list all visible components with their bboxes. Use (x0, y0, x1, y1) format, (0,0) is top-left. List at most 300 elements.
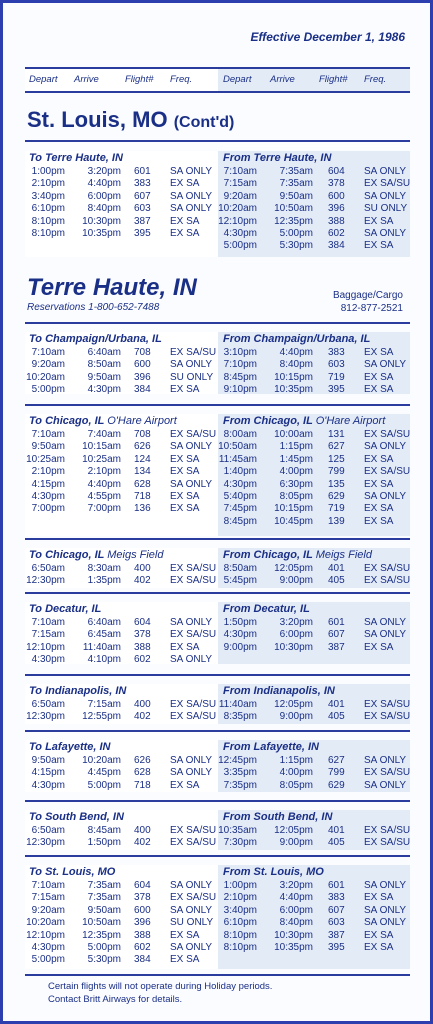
to-column (29, 740, 217, 792)
airport-name: O'Hare Airport (107, 415, 177, 427)
arrive-time: 6:00pm (279, 904, 313, 916)
depart-time: 9:20am (31, 359, 65, 371)
flight-number: 405 (328, 575, 345, 587)
reservations-line: Reservations 1-800-652-7488 (27, 302, 160, 313)
route-city: From Chicago, IL (223, 549, 313, 561)
flight-row (223, 711, 409, 723)
airport-name: Meigs Field (315, 549, 372, 561)
section-from-title (223, 548, 409, 563)
flight-number: 602 (134, 654, 151, 666)
arrive-time: 11:40am (82, 641, 121, 653)
arrive-time: 4:40pm (279, 892, 313, 904)
depart-time: 9:20am (223, 190, 257, 202)
frequency: SA ONLY (170, 880, 213, 891)
depart-time: 11:40am (218, 699, 257, 710)
frequency: EX SA/SU (170, 575, 217, 587)
frequency: EX SA (170, 466, 200, 478)
route-city: To Indianapolis, IN (29, 685, 127, 697)
flight-number: 629 (328, 779, 345, 791)
frequency: EX SA/SU (170, 837, 217, 849)
flight-number: 134 (134, 466, 151, 478)
footnote-line-2: Contact Britt Airways for details. (48, 994, 183, 1005)
flight-number: 629 (328, 490, 345, 502)
frequency: EX SA (364, 941, 394, 953)
flight-number: 601 (328, 617, 345, 628)
flight-number: 603 (328, 917, 345, 929)
frequency: EX SA/SU (170, 429, 217, 440)
depart-time: 10:20am (26, 371, 65, 383)
section-from-title (223, 414, 409, 429)
frequency: EX SA/SU (364, 466, 411, 478)
depart-time: 1:00pm (223, 880, 257, 891)
depart-time: 12:30pm (26, 711, 65, 723)
flight-number: 384 (134, 384, 151, 396)
arrive-time: 5:30pm (87, 954, 121, 966)
frequency: EX SA (364, 929, 394, 941)
flight-row (223, 491, 409, 503)
flight-row (26, 453, 217, 466)
flight-row (29, 441, 217, 453)
flight-row (223, 240, 409, 252)
flight-number: 708 (134, 429, 151, 440)
arrive-time: 12:05pm (274, 699, 313, 710)
route-section (25, 332, 410, 394)
frequency: SA ONLY (170, 654, 213, 666)
col-freq-header-right: Freq. (364, 74, 387, 85)
flight-number: 600 (134, 904, 151, 916)
frequency: EX SA (170, 178, 200, 190)
flight-row (223, 347, 409, 359)
flight-row (26, 575, 217, 587)
section-to-title (29, 548, 217, 563)
arrive-time: 10:35pm (274, 384, 313, 396)
arrive-time: 4:40pm (279, 347, 313, 358)
frequency: SA ONLY (170, 767, 213, 779)
flight-row (223, 359, 409, 371)
route-city: From St. Louis, MO (223, 866, 324, 878)
arrive-time: 6:45am (87, 629, 121, 641)
arrive-time: 5:00pm (87, 941, 121, 953)
flight-row (223, 930, 409, 942)
flight-row (29, 699, 217, 711)
flight-rows (29, 755, 217, 792)
depart-time: 8:10pm (31, 227, 65, 239)
flight-number: 401 (328, 699, 345, 710)
frequency: SA ONLY (170, 904, 213, 916)
route-section (25, 602, 410, 664)
arrive-time: 7:35am (87, 880, 121, 891)
flight-row (218, 203, 409, 215)
frequency: EX SA/SU (170, 699, 217, 710)
flight-row (29, 429, 217, 441)
continued-label: (Cont'd) (173, 114, 235, 131)
frequency: SA ONLY (364, 166, 407, 177)
flight-number: 400 (134, 563, 151, 574)
arrive-time: 7:35am (279, 166, 313, 177)
flight-row (223, 466, 409, 478)
flight-number: 135 (328, 478, 345, 490)
flight-row (29, 479, 217, 491)
arrive-time: 9:50am (87, 371, 121, 383)
flight-number: 607 (328, 904, 345, 916)
arrive-time: 12:35pm (274, 215, 313, 227)
depart-time: 10:25am (26, 453, 65, 465)
flight-row (223, 516, 409, 528)
flight-number: 604 (134, 880, 151, 891)
flight-number: 718 (134, 490, 151, 502)
flight-row (223, 905, 409, 917)
flight-number: 402 (134, 575, 151, 587)
arrive-time: 8:05pm (279, 490, 313, 502)
frequency: EX SA/SU (364, 711, 411, 723)
flight-number: 602 (328, 227, 345, 239)
st-louis-heading (27, 107, 234, 133)
arrive-time: 4:40pm (87, 478, 121, 490)
divider (25, 538, 410, 540)
depart-time: 8:10pm (31, 215, 65, 227)
col-depart-header: Depart (29, 74, 58, 85)
arrive-time: 10:15pm (274, 503, 313, 515)
flight-number: 626 (134, 755, 151, 766)
flight-row (223, 629, 409, 641)
flight-row (223, 917, 409, 929)
frequency: EX SA/SU (364, 429, 411, 440)
arrive-time: 8:50am (87, 359, 121, 371)
depart-time: 6:10pm (31, 203, 65, 215)
depart-time: 4:15pm (31, 767, 65, 779)
flight-row (29, 954, 217, 966)
flight-row (26, 711, 217, 723)
flight-number: 139 (328, 515, 345, 527)
arrive-time: 10:30pm (274, 641, 313, 653)
to-column (26, 684, 217, 724)
flight-row (29, 216, 217, 228)
flight-number: 402 (134, 837, 151, 849)
divider (25, 730, 410, 732)
flight-number: 388 (328, 215, 345, 227)
frequency: EX SA (170, 215, 200, 227)
depart-time: 2:10pm (31, 466, 65, 478)
arrive-time: 6:40am (87, 347, 121, 358)
flight-row (223, 429, 409, 441)
depart-time: 10:35am (218, 825, 257, 836)
arrive-time: 4:30pm (87, 384, 121, 396)
frequency: SA ONLY (364, 359, 407, 371)
arrive-time: 2:10pm (87, 466, 121, 478)
depart-time: 12:45pm (218, 755, 257, 766)
flight-rows (26, 880, 217, 967)
flight-number: 601 (134, 166, 151, 177)
terre-haute-heading: Terre Haute, IN (27, 274, 197, 301)
depart-time: 7:15am (223, 178, 257, 190)
from-column (218, 414, 411, 528)
flight-row (29, 491, 217, 503)
from-column (218, 810, 411, 850)
flight-rows (26, 429, 217, 516)
frequency: EX SA (364, 240, 394, 252)
arrive-time: 10:35pm (82, 227, 121, 239)
flight-number: 124 (134, 453, 151, 465)
depart-time: 8:10pm (223, 929, 257, 941)
frequency: SA ONLY (364, 441, 407, 453)
footnote-line-1: Certain flights will not operate during Holiday periods. (48, 981, 273, 992)
col-arrive-header-right: Arrive (270, 74, 295, 85)
flight-row (26, 917, 217, 929)
depart-time: 7:10pm (223, 359, 257, 371)
to-column (29, 151, 217, 240)
baggage-label: Baggage/Cargo (332, 290, 403, 301)
arrive-time: 3:20pm (87, 166, 121, 177)
frequency: EX SA (170, 929, 200, 941)
arrive-time: 7:00pm (87, 503, 121, 515)
depart-time: 3:40pm (223, 904, 257, 916)
frequency: EX SA (364, 892, 394, 904)
flight-number: 718 (134, 779, 151, 791)
baggage-cargo-info (333, 289, 403, 315)
frequency: EX SA/SU (170, 629, 217, 641)
flight-number: 136 (134, 503, 151, 515)
frequency: SA ONLY (364, 880, 407, 891)
arrive-time: 1:15pm (279, 755, 313, 766)
arrive-time: 7:40am (87, 429, 121, 440)
depart-time: 4:30pm (223, 478, 257, 490)
flight-number: 396 (134, 917, 151, 929)
flight-number: 628 (134, 767, 151, 779)
flight-row (223, 178, 409, 190)
depart-time: 12:10pm (218, 215, 257, 227)
frequency: SA ONLY (170, 441, 213, 453)
flight-number: 604 (328, 166, 345, 177)
flight-row (223, 575, 409, 587)
flight-row (218, 755, 409, 767)
flight-row (29, 228, 217, 240)
flight-rows (218, 755, 411, 792)
flight-rows (218, 699, 411, 724)
st-louis-terre-haute-section (25, 151, 410, 257)
section-to-title (29, 810, 217, 825)
flight-number: 395 (328, 941, 345, 953)
depart-time: 7:10am (31, 617, 65, 628)
depart-time: 12:30pm (26, 575, 65, 587)
arrive-time: 9:00pm (279, 575, 313, 587)
frequency: EX SA (364, 384, 394, 396)
arrive-time: 9:00pm (279, 837, 313, 849)
frequency: EX SA/SU (170, 825, 217, 836)
frequency: EX SA/SU (170, 347, 217, 358)
flight-row (29, 359, 217, 371)
arrive-time: 1:45pm (279, 453, 313, 465)
flight-number: 603 (328, 359, 345, 371)
route-city: From Lafayette, IN (223, 741, 319, 753)
depart-time: 5:00pm (223, 240, 257, 252)
section-from-title (223, 810, 409, 825)
depart-time: 6:50am (31, 563, 65, 574)
arrive-time: 10:35pm (274, 941, 313, 953)
depart-time: 8:00am (223, 429, 257, 440)
frequency: EX SA (364, 503, 394, 515)
arrive-time: 12:35pm (82, 929, 121, 941)
frequency: EX SA/SU (170, 711, 217, 723)
col-depart-header-right: Depart (223, 74, 252, 85)
depart-time: 4:15pm (31, 478, 65, 490)
frequency: EX SA (170, 227, 200, 239)
depart-time: 3:35pm (223, 767, 257, 779)
frequency: EX SA (364, 515, 394, 527)
depart-time: 6:50am (31, 825, 65, 836)
frequency: EX SA (364, 347, 394, 358)
from-column (223, 548, 409, 588)
flight-number: 400 (134, 699, 151, 710)
frequency: EX SA/SU (170, 563, 217, 574)
flight-row (223, 563, 409, 575)
flight-number: 604 (134, 617, 151, 628)
section-from-title (223, 865, 409, 880)
flight-row (218, 453, 409, 466)
arrive-time: 4:10pm (87, 654, 121, 666)
frequency: SA ONLY (170, 190, 213, 202)
frequency: SA ONLY (364, 755, 407, 766)
arrive-time: 9:50am (87, 904, 121, 916)
depart-time: 7:15am (31, 892, 65, 904)
depart-time: 9:50am (31, 755, 65, 766)
depart-time: 7:00pm (31, 503, 65, 515)
route-city: To St. Louis, MO (29, 866, 116, 878)
frequency: SA ONLY (364, 779, 407, 791)
depart-time: 5:45pm (223, 575, 257, 587)
route-city: From Champaign/Urbana, IL (223, 333, 371, 345)
route-section (25, 865, 410, 969)
col-arrive-header: Arrive (74, 74, 99, 85)
flight-row (29, 629, 217, 641)
frequency: SA ONLY (170, 941, 213, 953)
flight-number: 719 (328, 503, 345, 515)
arrive-time: 10:50am (274, 203, 313, 215)
flight-number: 388 (134, 641, 151, 653)
flight-number: 405 (328, 711, 345, 723)
flight-row (26, 929, 217, 942)
flight-number: 378 (328, 178, 345, 190)
flight-row (29, 617, 217, 629)
arrive-time: 8:45am (87, 825, 121, 836)
flight-number: 628 (134, 478, 151, 490)
arrive-time: 10:25am (82, 453, 121, 465)
frequency: SU ONLY (364, 203, 408, 215)
depart-time: 10:50am (218, 441, 257, 453)
flight-number: 384 (134, 954, 151, 966)
frequency: SA ONLY (170, 755, 213, 766)
arrive-time: 10:45pm (274, 515, 313, 527)
depart-time: 9:50am (31, 441, 65, 453)
flight-row (218, 441, 409, 453)
arrive-time: 8:40pm (279, 359, 313, 371)
depart-time: 7:10am (31, 880, 65, 891)
depart-time: 7:15am (31, 629, 65, 641)
flight-rows (26, 617, 217, 667)
frequency: SA ONLY (170, 203, 213, 215)
depart-time: 1:00pm (31, 166, 65, 177)
arrive-time: 8:40pm (279, 917, 313, 929)
flight-number: 708 (134, 347, 151, 358)
arrive-time: 6:00pm (279, 629, 313, 641)
route-section (25, 810, 410, 850)
flight-row (223, 642, 409, 654)
flight-row (223, 780, 409, 792)
arrive-time: 9:50am (279, 190, 313, 202)
depart-time: 3:40pm (31, 190, 65, 202)
flight-row (223, 880, 409, 892)
flight-row (223, 372, 409, 384)
section-to-title (29, 740, 217, 755)
depart-time: 1:50pm (223, 617, 257, 628)
depart-time: 4:30pm (223, 227, 257, 239)
flight-number: 607 (328, 629, 345, 641)
flight-row (29, 780, 217, 792)
frequency: SA ONLY (364, 904, 407, 916)
flight-number: 396 (134, 371, 151, 383)
arrive-time: 5:00pm (279, 227, 313, 239)
arrive-time: 10:30pm (274, 929, 313, 941)
arrive-time: 12:55pm (82, 711, 121, 723)
flight-row (29, 767, 217, 779)
arrive-time: 10:50am (82, 917, 121, 929)
depart-time: 7:45pm (223, 503, 257, 515)
route-city: To Chicago, IL (29, 415, 105, 427)
flight-row (29, 755, 217, 767)
section-to-title: To Terre Haute, IN (29, 152, 123, 164)
section-to-title (29, 414, 217, 429)
flight-rows (223, 617, 409, 654)
divider (25, 592, 410, 594)
frequency: EX SA (364, 371, 394, 383)
flight-row (223, 767, 409, 779)
route-city: From Chicago, IL (223, 415, 313, 427)
depart-time: 8:35pm (223, 711, 257, 723)
col-flight-header-right: Flight# (319, 74, 348, 85)
flight-number: 387 (328, 929, 345, 941)
arrive-time: 8:40pm (87, 203, 121, 215)
st-louis-city: St. Louis, MO (27, 107, 168, 132)
flight-row (26, 837, 217, 849)
arrive-time: 5:30pm (279, 240, 313, 252)
frequency: EX SA (364, 453, 394, 465)
section-from-title: From Terre Haute, IN (223, 152, 332, 164)
section-to-title (29, 602, 217, 617)
from-column (223, 865, 409, 954)
frequency: SU ONLY (170, 371, 214, 383)
depart-time: 8:45pm (223, 515, 257, 527)
airport-name: O'Hare Airport (315, 415, 386, 427)
frequency: EX SA (364, 641, 394, 653)
flight-row (29, 166, 217, 178)
frequency: EX SA/SU (364, 178, 411, 190)
flight-number: 395 (134, 227, 151, 239)
from-column (218, 151, 411, 253)
arrive-time: 6:40am (87, 617, 121, 628)
depart-time: 7:30pm (223, 837, 257, 849)
frequency: EX SA (170, 490, 200, 502)
flight-row (223, 942, 409, 954)
depart-time: 5:40pm (223, 490, 257, 502)
frequency: EX SA/SU (364, 699, 411, 710)
effective-date: Effective December 1, 1986 (250, 30, 405, 44)
frequency: EX SA (364, 215, 394, 227)
section-to-title (29, 684, 217, 699)
divider (25, 322, 410, 324)
arrive-time: 7:35am (279, 178, 313, 190)
flight-row (29, 191, 217, 203)
arrive-time: 10:30pm (82, 215, 121, 227)
flight-rows (218, 429, 411, 528)
